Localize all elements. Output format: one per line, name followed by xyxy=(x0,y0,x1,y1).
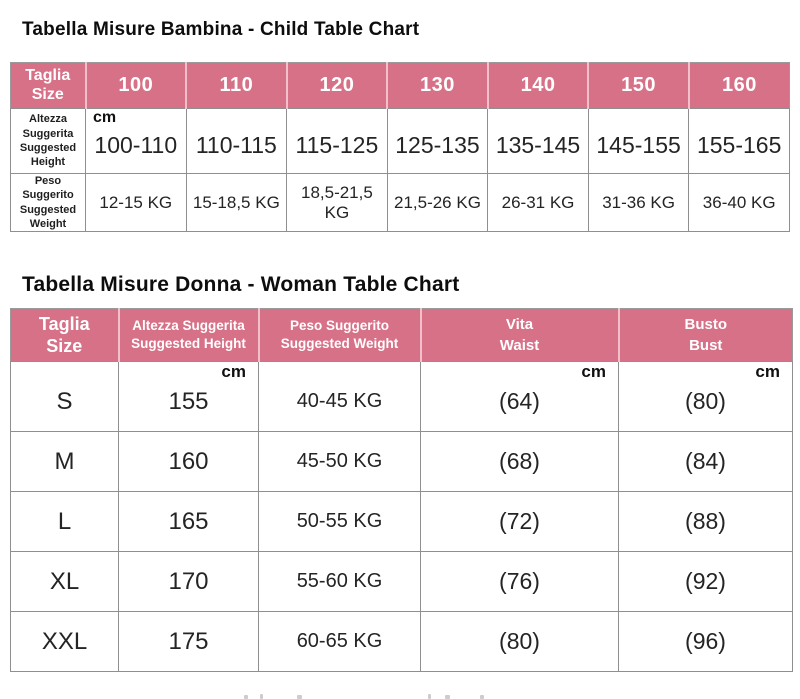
height-value: 160 xyxy=(168,447,209,475)
woman-size-cell xyxy=(11,612,119,672)
header-line: Peso Suggerito xyxy=(289,317,389,333)
height-value-cell xyxy=(689,109,790,174)
weight-value-cell xyxy=(86,174,187,232)
weight-value: 45-50 KG xyxy=(296,450,383,472)
woman-waist-cell xyxy=(421,432,619,492)
height-value-cell xyxy=(186,109,287,174)
weight-value: 15-18,5 KG xyxy=(192,192,280,212)
label-line: Suggested xyxy=(19,203,77,216)
size-column-header xyxy=(588,63,689,109)
bust-value: (80) xyxy=(685,388,726,414)
corner-label-line2: Size xyxy=(46,336,83,356)
label-line: Peso xyxy=(34,175,62,187)
height-value: 175 xyxy=(168,627,209,655)
waist-value: (64) xyxy=(499,388,540,414)
cutoff-text-fragment xyxy=(0,693,800,699)
size-value: XL xyxy=(49,567,80,595)
woman-size-cell xyxy=(11,432,119,492)
waist-value: (68) xyxy=(499,448,540,474)
woman-row-l xyxy=(11,492,793,552)
size-label: 150 xyxy=(621,74,657,96)
woman-waist-cell xyxy=(421,612,619,672)
woman-weight-cell xyxy=(259,552,421,612)
label-line: Suggested xyxy=(19,142,77,154)
unit-label: cm xyxy=(93,109,117,126)
child-height-row xyxy=(11,109,790,174)
header-line: Waist xyxy=(499,337,540,354)
unit-label: cm xyxy=(581,362,606,381)
height-value: 155-165 xyxy=(696,131,782,158)
size-label: 140 xyxy=(520,74,556,96)
woman-height-cell xyxy=(119,362,259,432)
child-table-header-row xyxy=(11,63,790,109)
weight-value: 50-55 KG xyxy=(296,510,383,532)
label-line: Height xyxy=(30,156,66,169)
size-label: 130 xyxy=(420,74,455,96)
woman-row-xl xyxy=(11,552,793,612)
woman-size-cell xyxy=(11,362,119,432)
header-line: Suggested Weight xyxy=(280,336,399,351)
weight-row-label xyxy=(11,174,86,232)
weight-value: 18,5-21,5 KG xyxy=(300,182,373,222)
size-label: 120 xyxy=(319,74,355,96)
corner-label-line1: Taglia xyxy=(25,66,71,84)
label-line: Altezza xyxy=(29,113,67,126)
size-label: 160 xyxy=(722,74,757,96)
bust-value: (96) xyxy=(685,628,726,654)
height-value: 145-155 xyxy=(596,131,681,158)
weight-value: 21,5-26 KG xyxy=(393,192,481,212)
woman-bust-cell xyxy=(619,612,793,672)
label-line: Weight xyxy=(29,217,67,230)
woman-corner-header xyxy=(11,309,119,362)
weight-value: 36-40 KG xyxy=(702,192,776,212)
height-value: 135-145 xyxy=(495,131,581,158)
woman-waist-cell xyxy=(421,362,619,432)
bust-value: (84) xyxy=(685,448,726,474)
woman-size-cell xyxy=(11,492,119,552)
woman-height-cell xyxy=(119,492,259,552)
header-line: Suggested Height xyxy=(131,336,246,351)
woman-waist-header xyxy=(421,309,619,362)
height-value: 165 xyxy=(168,507,209,535)
size-value: M xyxy=(54,447,75,475)
woman-weight-header xyxy=(259,309,421,362)
woman-waist-cell xyxy=(421,552,619,612)
woman-height-header xyxy=(119,309,259,362)
height-row-label xyxy=(11,109,86,174)
height-value: 110-115 xyxy=(195,131,277,158)
woman-size-table xyxy=(10,308,793,672)
unit-label: cm xyxy=(221,362,246,381)
woman-bust-header xyxy=(619,309,793,362)
child-weight-row xyxy=(11,174,790,232)
size-value: S xyxy=(56,387,73,415)
weight-value-cell xyxy=(689,174,790,232)
weight-value: 40-45 KG xyxy=(296,390,383,412)
size-value: XXL xyxy=(41,627,88,655)
weight-value-cell xyxy=(387,174,488,232)
size-column-header xyxy=(387,63,488,109)
weight-value: 55-60 KG xyxy=(296,570,383,592)
woman-weight-cell xyxy=(259,492,421,552)
woman-size-cell xyxy=(11,552,119,612)
weight-value: 12-15 KG xyxy=(99,192,173,212)
waist-value: (72) xyxy=(499,508,540,534)
woman-waist-cell xyxy=(421,492,619,552)
size-label: 100 xyxy=(118,74,154,96)
waist-value: (80) xyxy=(499,628,540,654)
woman-row-xxl xyxy=(11,612,793,672)
woman-row-m xyxy=(11,432,793,492)
height-value: 125-135 xyxy=(395,131,480,158)
height-value-cell xyxy=(387,109,488,174)
weight-value: 26-31 KG xyxy=(501,192,575,212)
woman-bust-cell xyxy=(619,362,793,432)
weight-value: 60-65 KG xyxy=(296,630,383,652)
woman-weight-cell xyxy=(259,612,421,672)
size-column-header xyxy=(86,63,187,109)
child-table-title: Tabella Misure Bambina - Child Table Chart xyxy=(22,19,420,40)
unit-label: cm xyxy=(755,362,780,381)
height-value-cell xyxy=(488,109,589,174)
size-value: L xyxy=(57,507,72,535)
height-value: 170 xyxy=(168,567,209,595)
height-value: 115-125 xyxy=(295,131,379,158)
weight-value-cell xyxy=(488,174,589,232)
woman-height-cell xyxy=(119,552,259,612)
woman-height-cell xyxy=(119,432,259,492)
weight-value: 31-36 KG xyxy=(602,192,675,212)
label-line: Suggerito xyxy=(22,189,74,202)
corner-label-line2: Size xyxy=(31,85,64,103)
size-column-header xyxy=(689,63,790,109)
header-line: Vita xyxy=(505,316,534,333)
woman-bust-cell xyxy=(619,432,793,492)
woman-bust-cell xyxy=(619,492,793,552)
corner-label-line1: Taglia xyxy=(38,313,90,334)
woman-table-header-row xyxy=(11,309,793,362)
woman-height-cell xyxy=(119,612,259,672)
woman-weight-cell xyxy=(259,362,421,432)
waist-value: (76) xyxy=(499,568,540,594)
height-value-cell xyxy=(588,109,689,174)
height-value-cell xyxy=(86,109,187,174)
bust-value: (92) xyxy=(685,568,726,594)
height-value: 155 xyxy=(168,387,209,415)
woman-table-title: Tabella Misure Donna - Woman Table Chart xyxy=(22,273,460,296)
header-line: Busto xyxy=(684,316,727,333)
woman-weight-cell xyxy=(259,432,421,492)
size-column-header xyxy=(488,63,589,109)
child-size-table xyxy=(10,62,790,232)
height-value: 100-110 xyxy=(94,131,178,158)
size-column-header xyxy=(186,63,287,109)
weight-value-cell xyxy=(287,174,388,232)
weight-value-cell xyxy=(588,174,689,232)
bust-value: (88) xyxy=(685,508,726,534)
header-line: Bust xyxy=(689,337,723,354)
header-line: Altezza Suggerita xyxy=(132,317,245,333)
woman-bust-cell xyxy=(619,552,793,612)
size-column-header xyxy=(287,63,388,109)
weight-value-cell xyxy=(186,174,287,232)
woman-row-s xyxy=(11,362,793,432)
label-line: Suggerita xyxy=(22,127,74,140)
height-value-cell xyxy=(287,109,388,174)
size-label: 110 xyxy=(219,74,254,96)
child-corner-header xyxy=(11,63,86,109)
